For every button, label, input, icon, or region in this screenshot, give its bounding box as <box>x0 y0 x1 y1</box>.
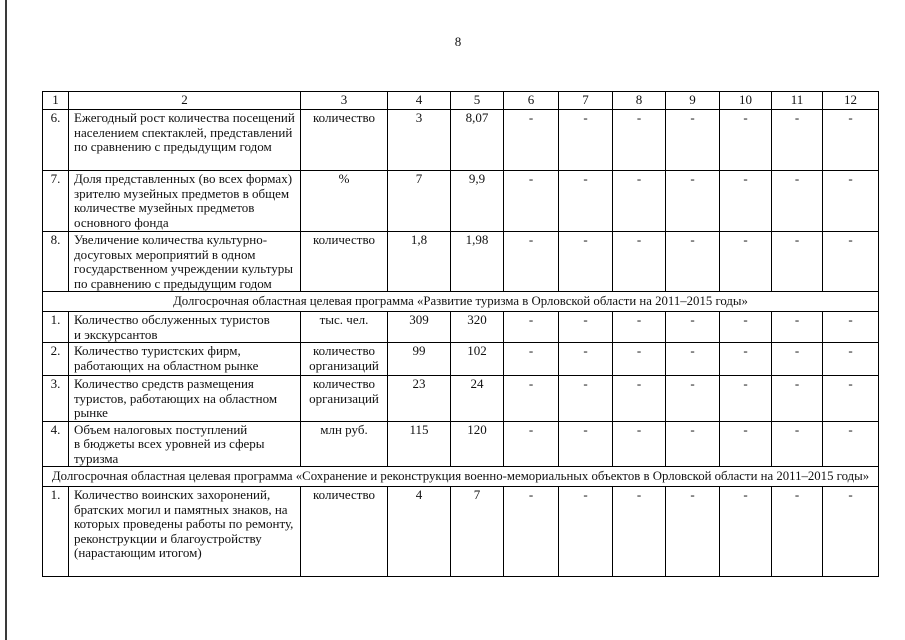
value-col-11: - <box>772 312 823 343</box>
value-col-9: - <box>666 232 720 292</box>
indicator-name: Количество средств размещения туристов, работающих на областном рынке <box>69 376 301 422</box>
value-col-5: 102 <box>451 343 504 376</box>
value-col-10: - <box>720 376 772 422</box>
value-col-5: 320 <box>451 312 504 343</box>
value-col-12: - <box>823 232 879 292</box>
column-number-11: 11 <box>772 92 823 110</box>
value-col-4: 309 <box>388 312 451 343</box>
value-col-5: 9,9 <box>451 171 504 232</box>
column-number-2: 2 <box>69 92 301 110</box>
column-number-3: 3 <box>301 92 388 110</box>
value-col-10: - <box>720 232 772 292</box>
indicator-name: Объем налоговых поступлений в бюджеты всех уровней из сферы туризма <box>69 421 301 467</box>
value-col-4: 1,8 <box>388 232 451 292</box>
row-number: 1. <box>43 312 69 343</box>
value-col-5: 7 <box>451 487 504 577</box>
value-col-9: - <box>666 421 720 467</box>
column-number-1: 1 <box>43 92 69 110</box>
value-col-6: - <box>504 343 559 376</box>
value-col-12: - <box>823 312 879 343</box>
value-col-12: - <box>823 487 879 577</box>
value-col-6: - <box>504 232 559 292</box>
indicator-name: Доля представленных (во всех формах) зрителю музейных предметов в общем количестве музейных предметов основного фонда <box>69 171 301 232</box>
value-col-11: - <box>772 421 823 467</box>
value-col-11: - <box>772 171 823 232</box>
page-number: 8 <box>454 34 462 49</box>
program-title-row <box>43 292 879 312</box>
table-row <box>43 421 879 467</box>
row-number: 2. <box>43 343 69 376</box>
unit: количество <box>301 487 388 577</box>
column-number-5: 5 <box>451 92 504 110</box>
column-number-12: 12 <box>823 92 879 110</box>
value-col-10: - <box>720 487 772 577</box>
value-col-10: - <box>720 421 772 467</box>
value-col-10: - <box>720 171 772 232</box>
value-col-11: - <box>772 487 823 577</box>
value-col-7: - <box>559 312 613 343</box>
indicator-name: Увеличение количества культурно- досуговых мероприятий в одном государственном учреждении культуры по сравнению с предыдущим годом <box>69 232 301 292</box>
column-number-9: 9 <box>666 92 720 110</box>
value-col-4: 4 <box>388 487 451 577</box>
value-col-9: - <box>666 312 720 343</box>
table-row <box>43 232 879 292</box>
value-col-8: - <box>613 343 666 376</box>
unit: количество <box>301 110 388 171</box>
value-col-12: - <box>823 376 879 422</box>
value-col-9: - <box>666 171 720 232</box>
value-col-11: - <box>772 110 823 171</box>
memorial-program-title: Долгосрочная областная целевая программа «Сохранение и реконструкция военно-мемориальных объектов в Орловской области на 2011–2015 годы» <box>43 467 879 487</box>
table-row <box>43 171 879 232</box>
column-number-10: 10 <box>720 92 772 110</box>
value-col-6: - <box>504 171 559 232</box>
tourism-program-title: Долгосрочная областная целевая программа «Развитие туризма в Орловской области на 2011–2015 годы» <box>43 292 879 312</box>
value-col-12: - <box>823 421 879 467</box>
value-col-11: - <box>772 232 823 292</box>
value-col-8: - <box>613 232 666 292</box>
unit: тыс. чел. <box>301 312 388 343</box>
value-col-9: - <box>666 376 720 422</box>
value-col-7: - <box>559 110 613 171</box>
value-col-6: - <box>504 487 559 577</box>
indicators-table <box>42 91 879 577</box>
value-col-8: - <box>613 487 666 577</box>
row-number: 6. <box>43 110 69 171</box>
indicator-name: Количество обслуженных туристов и экскурсантов <box>69 312 301 343</box>
value-col-10: - <box>720 110 772 171</box>
value-col-5: 8,07 <box>451 110 504 171</box>
unit: количество организаций <box>301 343 388 376</box>
table-row <box>43 343 879 376</box>
indicator-name: Ежегодный рост количества посещений населением спектаклей, представлений по сравнению с предыдущим годом <box>69 110 301 171</box>
row-number: 1. <box>43 487 69 577</box>
column-number-6: 6 <box>504 92 559 110</box>
value-col-6: - <box>504 312 559 343</box>
value-col-8: - <box>613 171 666 232</box>
table-row <box>43 110 879 171</box>
value-col-6: - <box>504 421 559 467</box>
value-col-9: - <box>666 343 720 376</box>
value-col-12: - <box>823 110 879 171</box>
unit: млн руб. <box>301 421 388 467</box>
value-col-8: - <box>613 376 666 422</box>
unit: количество организаций <box>301 376 388 422</box>
scan-edge-line <box>5 0 7 640</box>
value-col-7: - <box>559 232 613 292</box>
value-col-4: 23 <box>388 376 451 422</box>
value-col-5: 120 <box>451 421 504 467</box>
value-col-4: 99 <box>388 343 451 376</box>
value-col-8: - <box>613 312 666 343</box>
value-col-4: 3 <box>388 110 451 171</box>
value-col-8: - <box>613 110 666 171</box>
value-col-9: - <box>666 487 720 577</box>
value-col-12: - <box>823 343 879 376</box>
value-col-11: - <box>772 376 823 422</box>
column-number-7: 7 <box>559 92 613 110</box>
column-number-row <box>43 92 879 110</box>
indicator-name: Количество туристских фирм, работающих на областном рынке <box>69 343 301 376</box>
table-row <box>43 376 879 422</box>
value-col-7: - <box>559 171 613 232</box>
value-col-6: - <box>504 376 559 422</box>
table-row <box>43 312 879 343</box>
table-row <box>43 487 879 577</box>
indicator-name: Количество воинских захоронений, братских могил и памятных знаков, на которых проведены работы по ремонту, реконструкции и благоустройству (нарастающим итогом) <box>69 487 301 577</box>
unit: количество <box>301 232 388 292</box>
column-number-4: 4 <box>388 92 451 110</box>
value-col-4: 7 <box>388 171 451 232</box>
value-col-6: - <box>504 110 559 171</box>
value-col-12: - <box>823 171 879 232</box>
value-col-7: - <box>559 376 613 422</box>
value-col-7: - <box>559 343 613 376</box>
value-col-7: - <box>559 487 613 577</box>
column-number-8: 8 <box>613 92 666 110</box>
program-title-row <box>43 467 879 487</box>
unit: % <box>301 171 388 232</box>
value-col-11: - <box>772 343 823 376</box>
value-col-4: 115 <box>388 421 451 467</box>
value-col-10: - <box>720 343 772 376</box>
row-number: 3. <box>43 376 69 422</box>
value-col-10: - <box>720 312 772 343</box>
row-number: 4. <box>43 421 69 467</box>
value-col-9: - <box>666 110 720 171</box>
value-col-5: 1,98 <box>451 232 504 292</box>
value-col-5: 24 <box>451 376 504 422</box>
row-number: 8. <box>43 232 69 292</box>
value-col-7: - <box>559 421 613 467</box>
row-number: 7. <box>43 171 69 232</box>
value-col-8: - <box>613 421 666 467</box>
